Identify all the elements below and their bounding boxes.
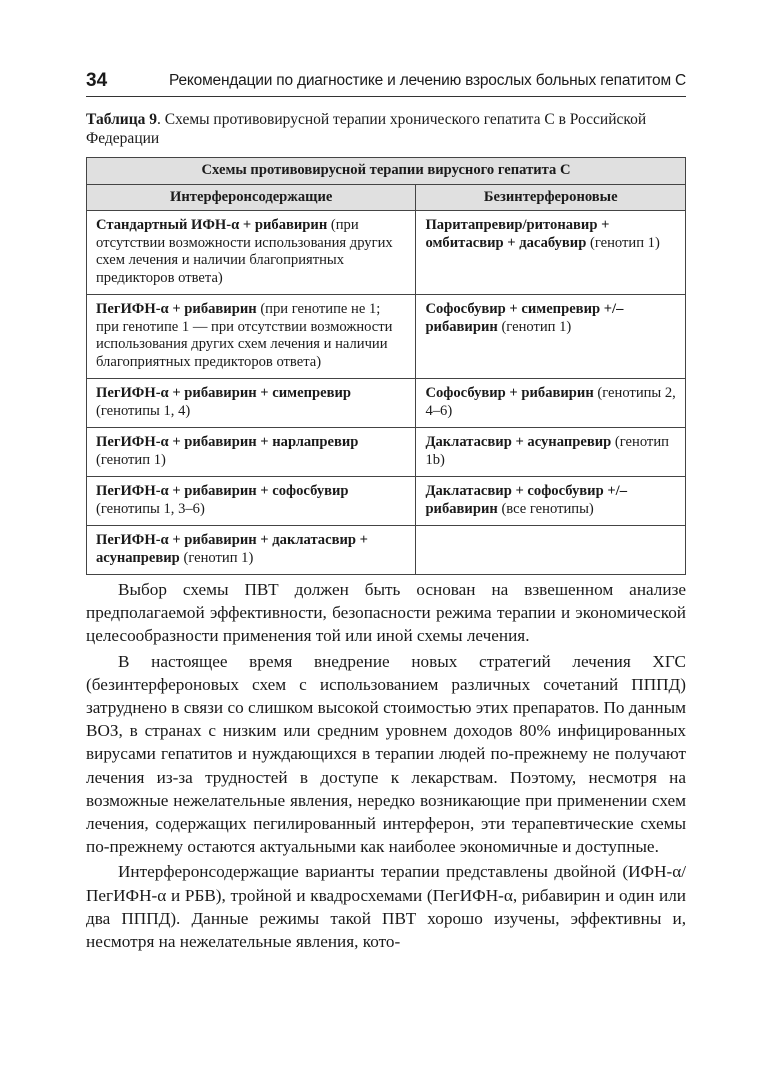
table-row bbox=[87, 477, 686, 526]
table-cell bbox=[87, 526, 416, 575]
therapy-schemes-table bbox=[86, 157, 686, 575]
table-label: Таблица 9 bbox=[86, 111, 157, 128]
scheme-note: (при генотипе не 1; при генотипе 1 — при отсутствии возможности использования других схем лечения и наличии благоприятных предикторов ответа) bbox=[96, 301, 393, 370]
table-cell bbox=[87, 477, 416, 526]
scheme-note: (при отсутствии возможности использования других схем лечения и наличии благоприятных предикторов ответа) bbox=[96, 217, 393, 286]
scheme-name: ПегИФН-α + рибавирин + нарлапревир bbox=[96, 434, 359, 450]
table-cell bbox=[416, 379, 686, 428]
table-row bbox=[87, 428, 686, 477]
scheme-name: ПегИФН-α + рибавирин + софосбувир bbox=[96, 483, 349, 499]
scheme-note: (генотип 1) bbox=[183, 549, 254, 566]
table-cell bbox=[416, 477, 686, 526]
table-row bbox=[87, 379, 686, 428]
scheme-note: (генотип 1) bbox=[501, 318, 572, 335]
table-cell bbox=[416, 428, 686, 477]
table-cell bbox=[416, 295, 686, 379]
table-cell bbox=[416, 211, 686, 295]
paragraph: Выбор схемы ПВТ должен быть основан на взвешенном анализе предполагаемой эффективности, безопасности режима терапии и экономической целесообразности применения той или иной схемы лечения. bbox=[86, 580, 686, 646]
scheme-name: ПегИФН-α + рибавирин + даклатасвир + асунапревир bbox=[96, 532, 368, 566]
table-cell bbox=[87, 428, 416, 477]
col-header-interferon-free: Безинтерфероновые bbox=[416, 184, 686, 211]
scheme-name: Софосбувир + рибавирин bbox=[425, 385, 594, 401]
scheme-name: ПегИФН-α + рибавирин bbox=[96, 301, 257, 317]
scheme-name: Даклатасвир + софосбувир +/– рибавирин bbox=[425, 483, 628, 517]
page-number: 34 bbox=[86, 70, 108, 91]
scheme-name: Паритапревир/ритонавир + омбитасвир + дасабувир bbox=[425, 217, 610, 251]
table-row bbox=[87, 295, 686, 379]
table-cell-empty bbox=[416, 526, 686, 575]
scheme-note: (генотип 1b) bbox=[425, 434, 669, 468]
scheme-note: (генотипы 1, 4) bbox=[96, 402, 191, 419]
table-cell bbox=[87, 379, 416, 428]
table-caption-text: . Схемы противовирусной терапии хронического гепатита С в Российской Федерации bbox=[86, 111, 647, 147]
table-cell bbox=[87, 295, 416, 379]
scheme-name: Даклатасвир + асунапревир bbox=[425, 434, 612, 450]
table-row bbox=[87, 211, 686, 295]
scheme-name: ПегИФН-α + рибавирин + симепревир bbox=[96, 385, 351, 401]
table-cell bbox=[87, 211, 416, 295]
body-text bbox=[86, 578, 686, 955]
table-row bbox=[87, 526, 686, 575]
table-caption bbox=[86, 110, 686, 148]
table-title: Схемы противовирусной терапии вирусного гепатита С bbox=[87, 158, 686, 185]
paragraph: Интерферонсодержащие варианты терапии представлены двойной (ИФН-α/ПегИФН-α и РБВ), тройной и квадросхемами (ПегИФН-α, рибавирин и один или два ПППД). Данные режимы такой ПВТ хорошо изучены, эффективны и, несмотря на нежелательные явления, кото- bbox=[86, 862, 686, 952]
paragraph: В настоящее время внедрение новых стратегий лечения ХГС (безинтерфероновых схем с использованием различных сочетаний ПППД) затруднено в связи со слишком высокой стоимостью этих препаратов. По данным ВОЗ, в странах с низким или средним уровнем доходов 80% инфицированных вирусами гепатитов и нуждающихся в терапии людей по-прежнему не получают лечения из-за трудностей в доступе к лекарствам. Поэтому, несмотря на возможные нежелательные явления, нередко возникающие при применении схем лечения, содержащих пегилированный интерферон, эти терапевтические схемы по-прежнему остаются актуальными как наиболее экономичные и доступные. bbox=[86, 651, 686, 857]
scheme-note: (все генотипы) bbox=[501, 500, 594, 517]
scheme-note: (генотипы 1, 3–6) bbox=[96, 500, 205, 517]
running-title: Рекомендации по диагностике и лечению взрослых больных гепатитом С bbox=[169, 72, 686, 89]
scheme-note: (генотипы 2, 4–6) bbox=[425, 385, 676, 419]
col-header-interferon: Интерферонсодержащие bbox=[87, 184, 416, 211]
scheme-name: Стандартный ИФН-α + рибавирин bbox=[96, 217, 328, 233]
scheme-name: Софосбувир + симепревир +/– рибавирин bbox=[425, 301, 624, 335]
running-header bbox=[86, 68, 686, 97]
scheme-note: (генотип 1) bbox=[96, 451, 166, 468]
scheme-note: (генотип 1) bbox=[589, 234, 660, 251]
